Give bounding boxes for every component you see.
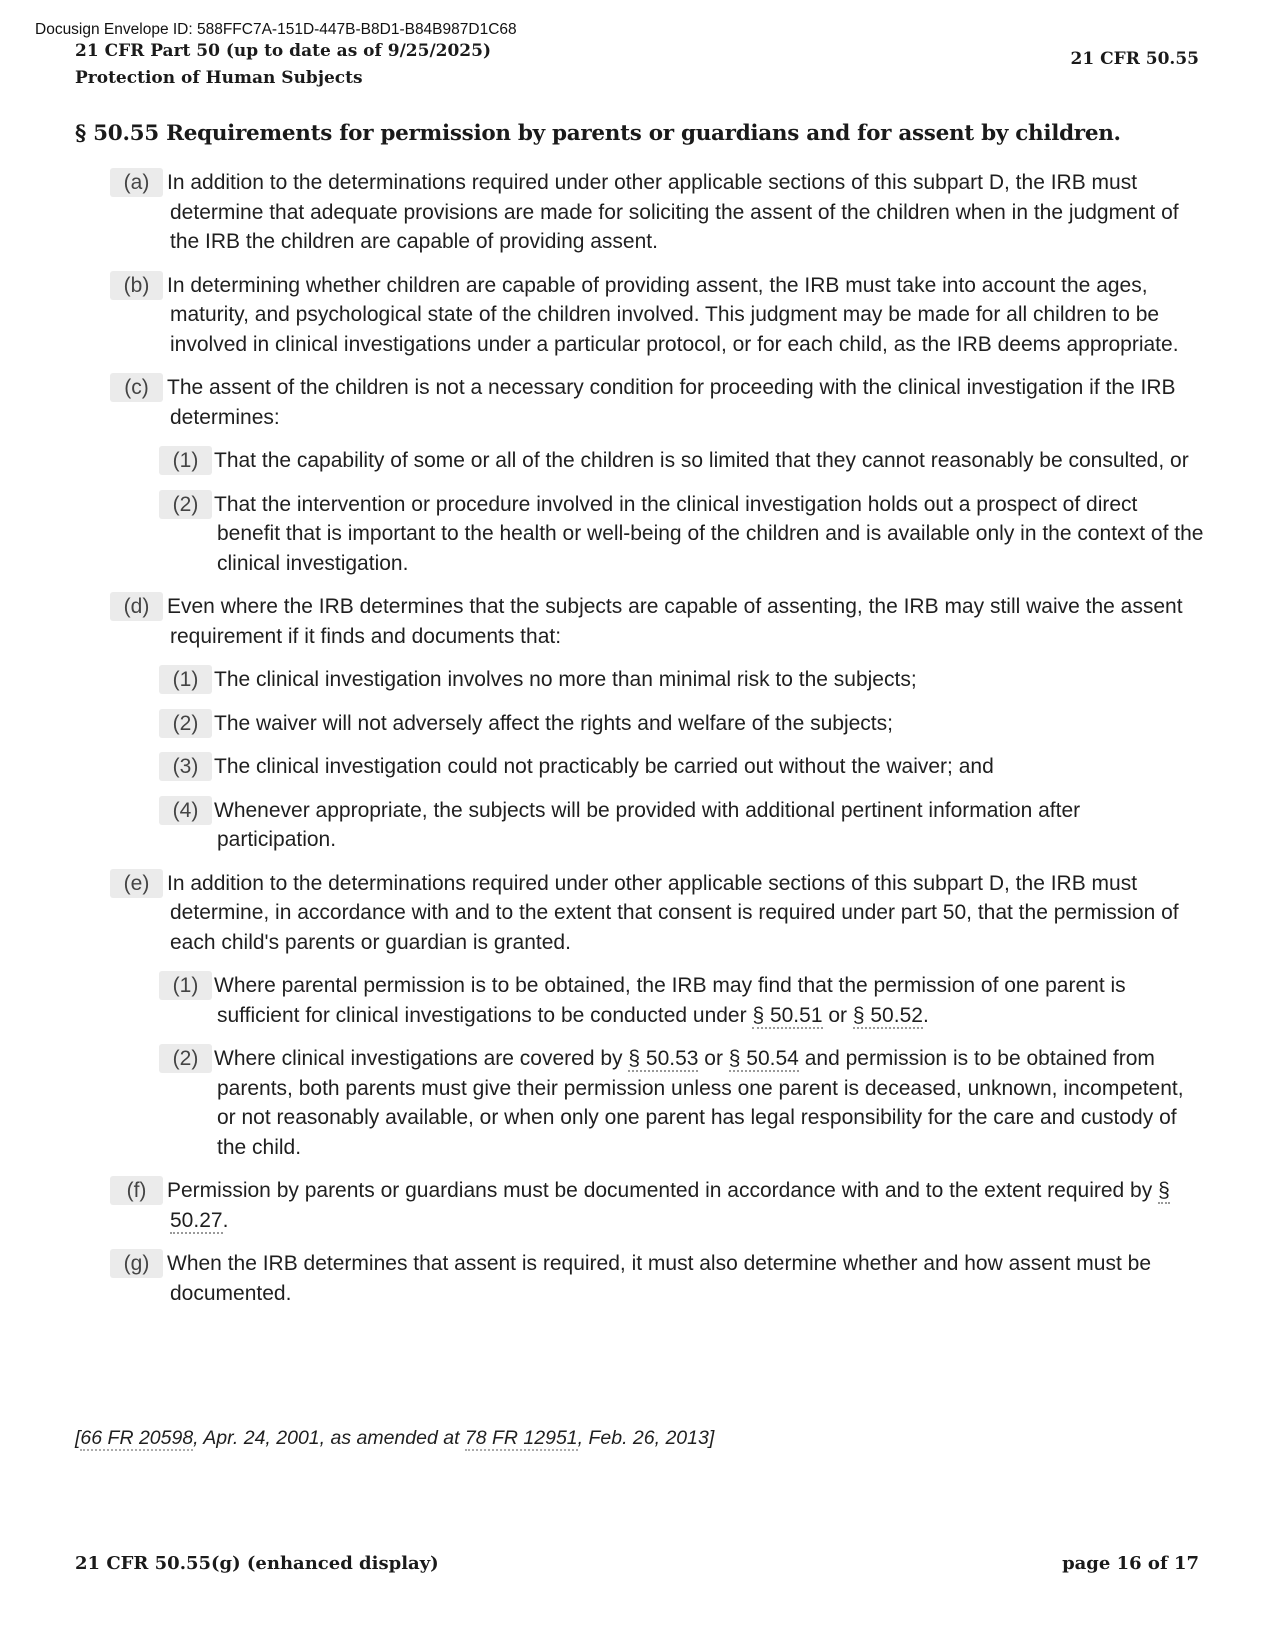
- paragraph-e-2: [0, 1044, 1275, 1162]
- text-segment: .: [922, 1003, 929, 1027]
- paragraph-d-2: [0, 709, 1275, 739]
- paragraph-label[interactable]: (2): [159, 709, 212, 738]
- paragraph-label[interactable]: (4): [159, 796, 212, 825]
- paragraph-label[interactable]: (2): [159, 1044, 212, 1073]
- paragraph-d-4: [0, 796, 1275, 855]
- header-section-number: 21 CFR 50.55: [1070, 49, 1199, 69]
- paragraph-c-1: [0, 446, 1275, 476]
- paragraph-label[interactable]: (2): [159, 490, 212, 519]
- paragraph-e: [0, 869, 1275, 958]
- federal-register-link[interactable]: 78 FR 12951: [464, 1427, 578, 1449]
- header-part-title: 21 CFR Part 50 (up to date as of 9/25/2025): [75, 41, 492, 61]
- paragraph-text: The waiver will not adversely affect the rights and welfare of the subjects;: [214, 711, 893, 735]
- paragraph-label[interactable]: (3): [159, 752, 212, 781]
- paragraph-text: That the capability of some or all of the children is so limited that they cannot reasonably be consulted, or: [214, 449, 1189, 472]
- paragraph-text: The assent of the children is not a necessary condition for proceeding with the clinical investigation if the IRB determines:: [167, 376, 1176, 429]
- paragraph-label[interactable]: (c): [110, 373, 163, 402]
- paragraph-text: When the IRB determines that assent is required, it must also determine whether and how assent must be documented.: [167, 1252, 1151, 1305]
- paragraph-label[interactable]: (d): [110, 592, 163, 621]
- paragraph-text: [214, 1044, 1205, 1162]
- paragraph-text: The clinical investigation involves no more than minimal risk to the subjects;: [214, 668, 917, 691]
- paragraph-text: [214, 971, 1205, 1030]
- citation-text: , Feb. 26, 2013]: [577, 1427, 715, 1449]
- running-header: [75, 38, 491, 92]
- cross-reference-link[interactable]: § 50.53: [628, 1047, 699, 1070]
- text-segment: Permission by parents or guardians must be documented in accordance with and to the extent required by: [167, 1179, 1159, 1202]
- paragraph-text: Even where the IRB determines that the subjects are capable of assenting, the IRB may still waive the assent requirement if it finds and documents that:: [167, 595, 1183, 648]
- text-segment: or: [698, 1047, 729, 1070]
- paragraph-c-2: [0, 490, 1275, 579]
- paragraph-label[interactable]: (1): [159, 446, 212, 475]
- paragraph-g: [0, 1249, 1275, 1308]
- paragraph-d-3: [0, 752, 1275, 782]
- text-segment: .: [222, 1208, 229, 1232]
- federal-register-link[interactable]: 66 FR 20598: [80, 1427, 194, 1449]
- paragraph-b: [0, 271, 1275, 360]
- cross-reference-link[interactable]: § 50.27: [170, 1179, 1170, 1232]
- paragraph-text: In addition to the determinations required under other applicable sections of this subpart D, the IRB must determine that adequate provisions are made for soliciting the assent of the children when in the judgment of the IRB the children are capable of providing assent.: [167, 171, 1179, 253]
- paragraph-label[interactable]: (f): [110, 1176, 163, 1205]
- citation-text: [: [75, 1427, 81, 1449]
- paragraph-label[interactable]: (b): [110, 271, 163, 300]
- citation-text: , Apr. 24, 2001, as amended at: [193, 1427, 465, 1449]
- docusign-envelope-id: Docusign Envelope ID: 588FFC7A-151D-447B-B8D1-B84B987D1C68: [35, 21, 517, 38]
- paragraph-text: That the intervention or procedure involved in the clinical investigation holds out a prospect of direct benefit that is important to the health or well-being of the children and is available only in the context of the clinical investigation.: [214, 492, 1204, 575]
- header-subject: Protection of Human Subjects: [75, 68, 363, 88]
- paragraph-d-1: [0, 665, 1275, 695]
- paragraph-text: Whenever appropriate, the subjects will be provided with additional pertinent information after participation.: [214, 798, 1081, 851]
- footer-citation: 21 CFR 50.55(g) (enhanced display): [75, 1553, 439, 1574]
- paragraph-label[interactable]: (e): [110, 869, 163, 898]
- paragraph-text: In addition to the determinations required under other applicable sections of this subpart D, the IRB must determine, in accordance with and to the extent that consent is required under part 50, that the permission of each child's parents or guardian is granted.: [167, 871, 1179, 954]
- paragraph-c: [0, 373, 1275, 432]
- text-segment: and permission is to be obtained from parents, both parents must give their permission unless one parent is deceased, unknown, incompetent, or not reasonably available, or when only one parent has legal responsibility for the care and custody of the child.: [217, 1047, 1184, 1159]
- page-number: page 16 of 17: [1062, 1553, 1199, 1574]
- cross-reference-link[interactable]: § 50.52: [852, 1003, 923, 1027]
- paragraph-text: In determining whether children are capable of providing assent, the IRB must take into account the ages, maturity, and psychological state of the children involved. This judgment may be made for all children to be involved in clinical investigations under a particular protocol, or for each child, as the IRB deems appropriate.: [167, 273, 1179, 356]
- section-title: § 50.55 Requirements for permission by parents or guardians and for assent by children.: [75, 121, 1121, 146]
- text-segment: or: [822, 1003, 853, 1027]
- paragraph-e-1: [0, 971, 1275, 1030]
- paragraph-a: [0, 168, 1275, 257]
- paragraph-text: [167, 1176, 1205, 1235]
- paragraph-d: [0, 592, 1275, 651]
- cross-reference-link[interactable]: § 50.54: [728, 1047, 799, 1070]
- paragraph-label[interactable]: (1): [159, 665, 212, 694]
- paragraph-label[interactable]: (a): [110, 168, 163, 197]
- text-segment: Where parental permission is to be obtained, the IRB may find that the permission of one parent is sufficient for clinical investigations to be conducted under: [214, 974, 1126, 1027]
- paragraph-text: The clinical investigation could not practicably be carried out without the waiver; and: [214, 755, 994, 778]
- paragraph-label[interactable]: (g): [110, 1249, 163, 1278]
- paragraph-f: [0, 1176, 1275, 1235]
- section-body: [0, 168, 1275, 1308]
- paragraph-label[interactable]: (1): [159, 971, 212, 1000]
- source-citation: [75, 1427, 714, 1450]
- cross-reference-link[interactable]: § 50.51: [752, 1003, 823, 1027]
- text-segment: Where clinical investigations are covered by: [214, 1047, 629, 1070]
